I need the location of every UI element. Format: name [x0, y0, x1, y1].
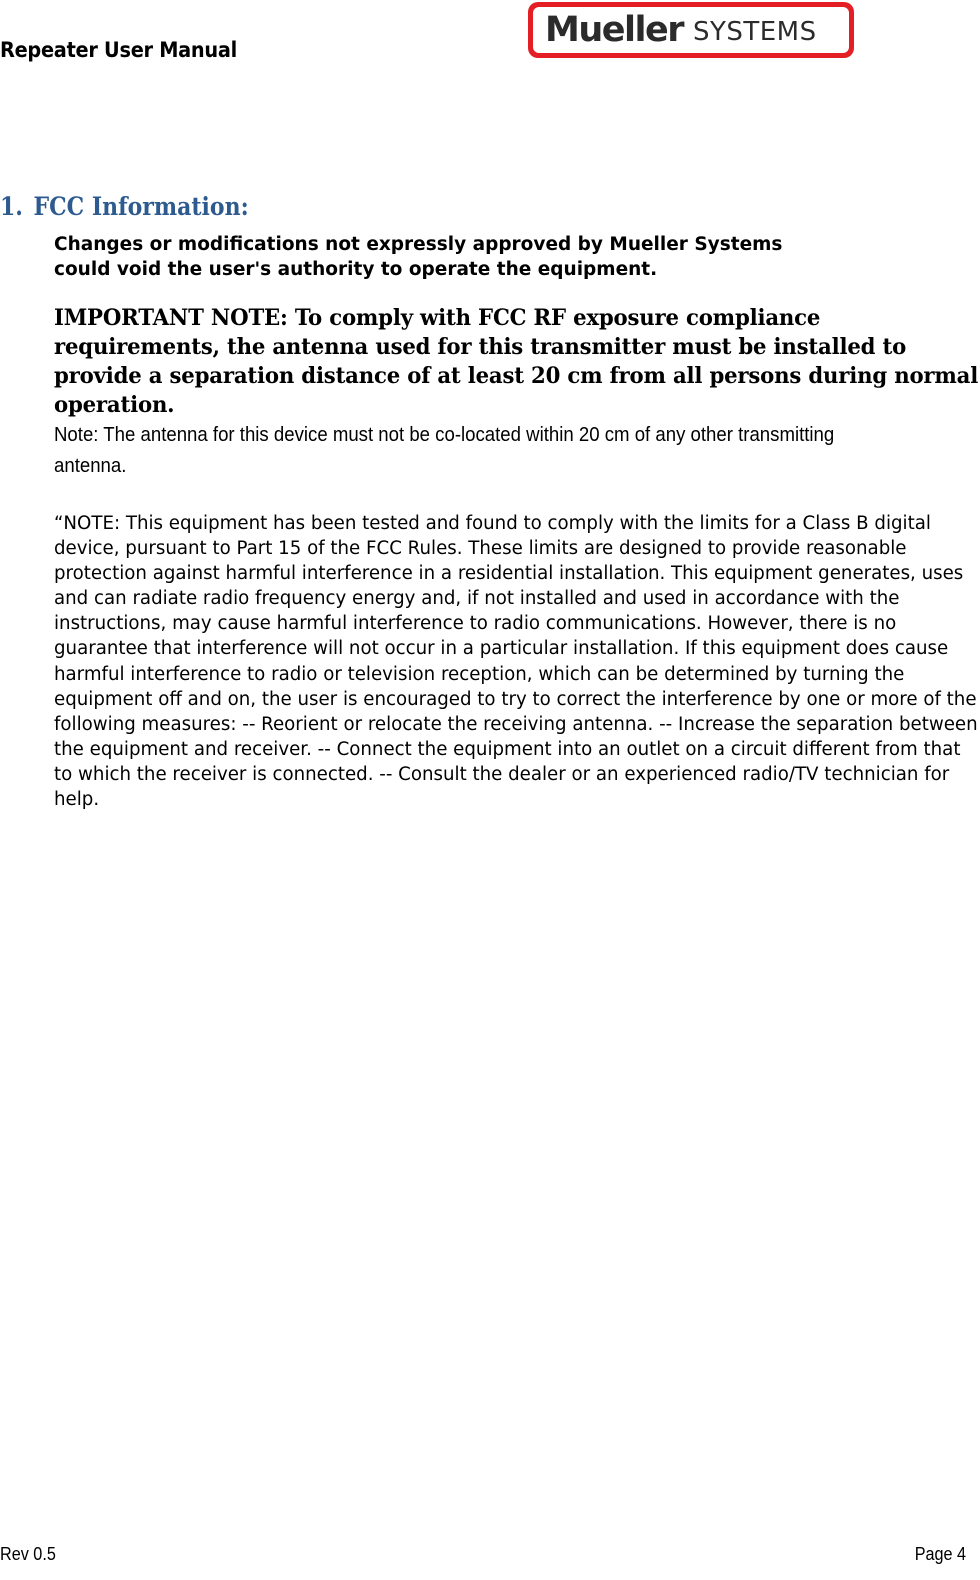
section-title: FCC Information: [33, 192, 249, 221]
important-note: IMPORTANT NOTE: To comply with FCC RF exposure compliance requirements, the antenna used for this transmitter must be installed to provide a separation distance of at least 20 cm from all persons during normal operation. [54, 305, 979, 418]
logo-sub-text: SYSTEMS [692, 17, 817, 47]
antenna-note: Note: The antenna for this device must not be co-located within 20 cm of any other transmitting antenna. [54, 424, 835, 477]
document-header-title: Repeater User Manual [0, 38, 238, 62]
mueller-systems-logo [528, 2, 854, 58]
section-heading [0, 192, 249, 221]
section-number: 1. [0, 192, 23, 221]
logo-inner [533, 7, 849, 53]
footer-revision: Rev 0.5 [0, 1544, 56, 1564]
logo-brand-text: Mueller [545, 9, 683, 50]
changes-warning: Changes or modifications not expressly approved by Mueller Systems could void the user's authority to operate the equipment. [54, 234, 783, 280]
fcc-class-b-note: “NOTE: This equipment has been tested and found to comply with the limits for a Class B digital device, pursuant to Part 15 of the FCC Rules. These limits are designed to provide reasonable protection against harmful interference in a residential installation. This equipment generates, uses and can radiate radio frequency energy and, if not installed and used in accordance with the instructions, may cause harmful interference to radio communications. However, there is no guarantee that interference will not occur in a particular installation. If this equipment does cause harmful interference to radio or television reception, which can be determined by turning the equipment off and on, the user is encouraged to try to correct the interference by one or more of the following measures: -- Reorient or relocate the receiving antenna. -- Increase the separation between the equipment and receiver. -- Connect the equipment into an outlet on a circuit different from that to which the receiver is connected. -- Consult the dealer or an experienced radio/TV technician for help. [54, 513, 978, 811]
footer-page-number: Page 4 [914, 1544, 966, 1564]
